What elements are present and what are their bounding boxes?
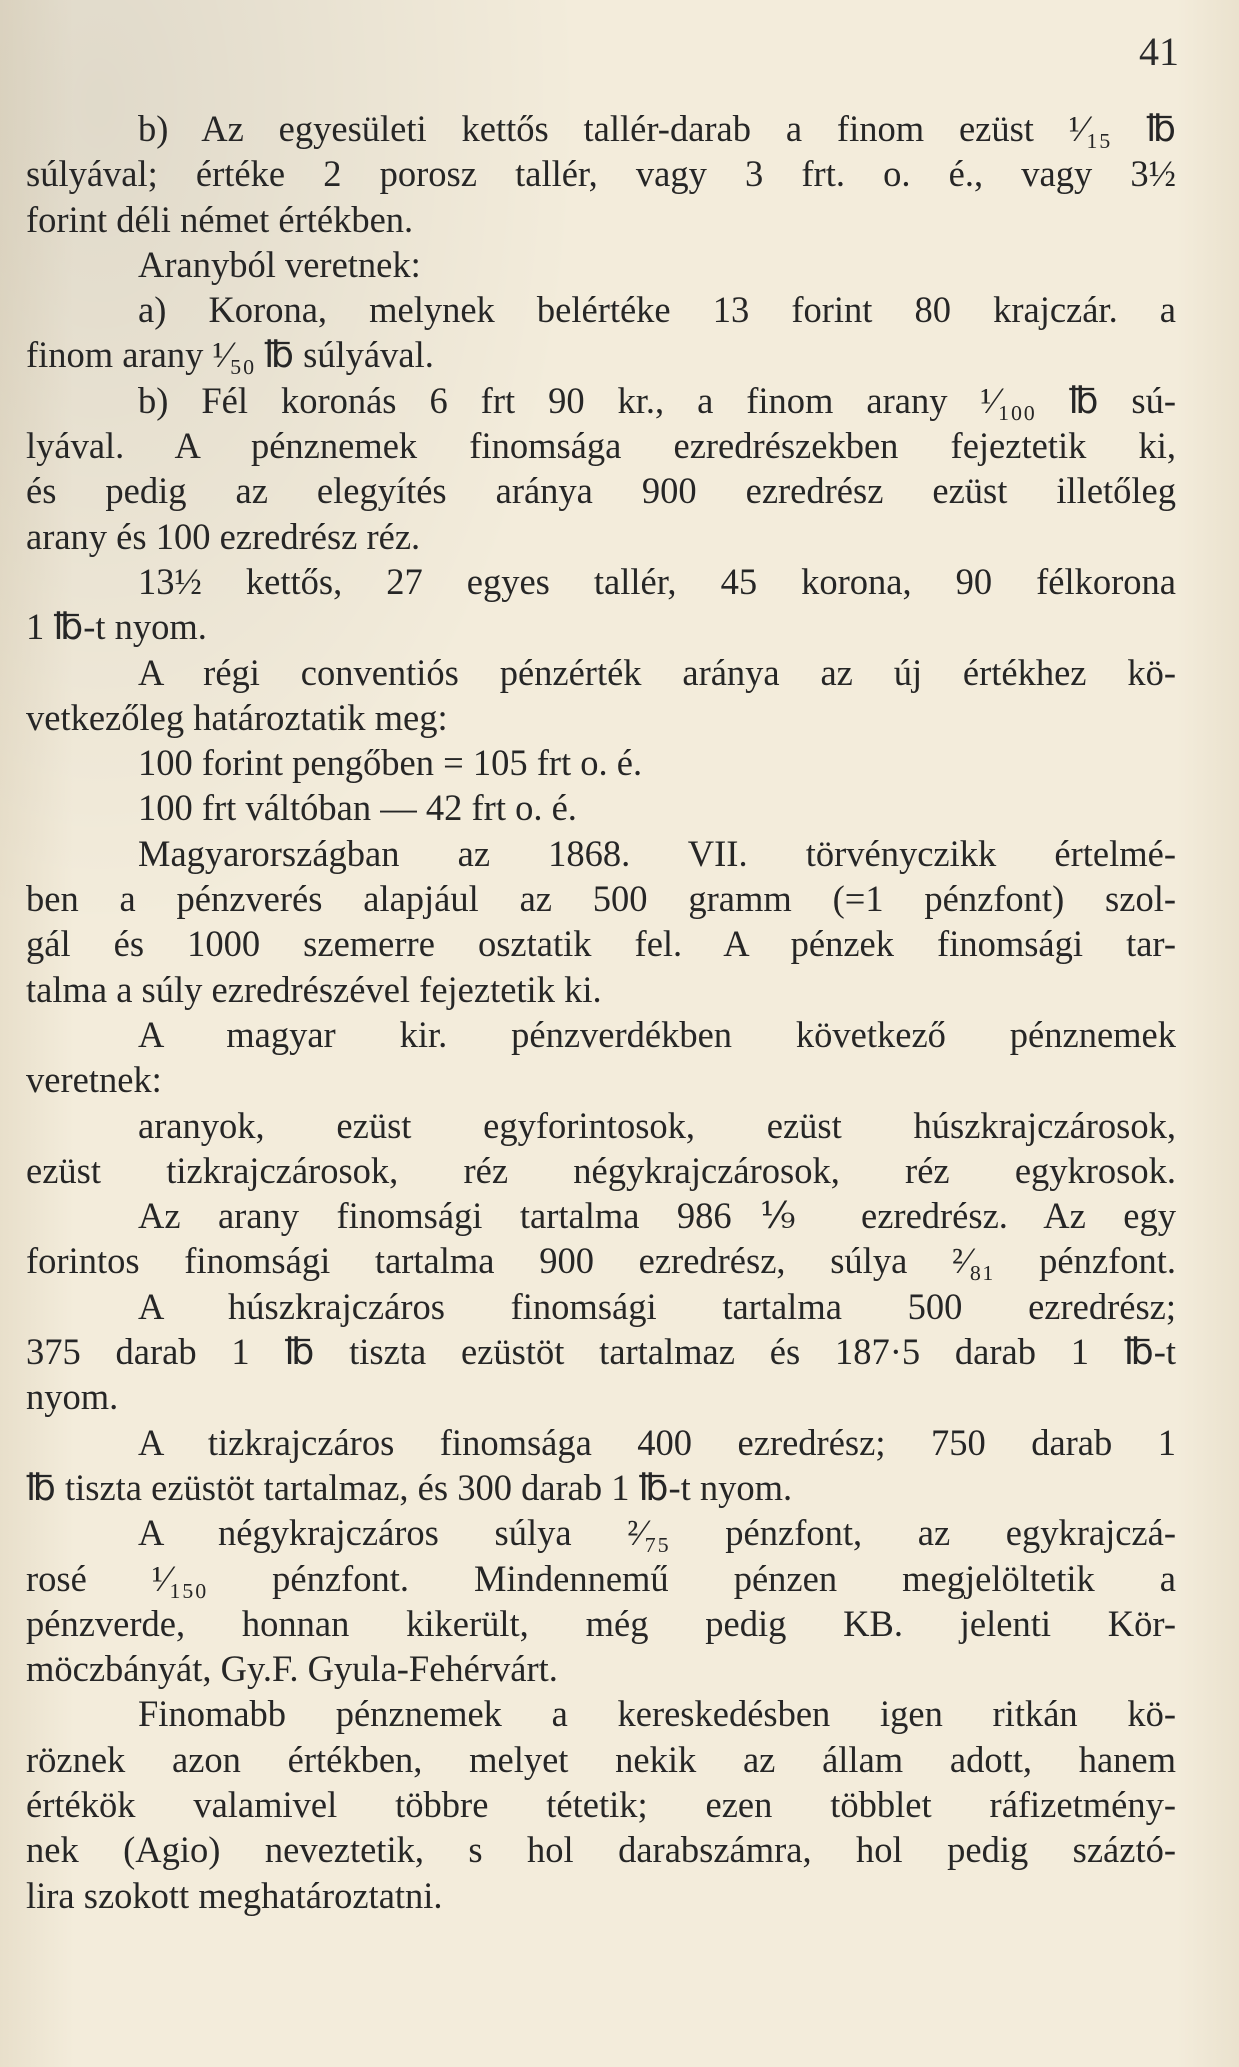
text-line: 13½ kettős, 27 egyes tallér, 45 korona, 90 félkorona [138, 560, 1176, 602]
text-line: aranyok, ezüst egyforintosok, ezüst húszkrajczárosok, [138, 1104, 1176, 1146]
text-line: súlyával; értéke 2 porosz tallér, vagy 3 frt. o. é., vagy 3½ [26, 153, 1176, 195]
text-line: b) Az egyesületi kettős tallér-darab a finom ezüst ¹⁄₁₅ ℔ [138, 108, 1176, 149]
text-line: ben a pénzverés alapjául az 500 gramm (=1 pénzfont) szol- [26, 878, 1176, 920]
text-line: ℔ tiszta ezüstöt tartalmaz, és 300 darab 1 ℔-t nyom. [26, 1466, 793, 1508]
body-text [26, 106, 1176, 1918]
text-line: 100 forint pengőben = 105 frt o. é. [138, 742, 643, 784]
text-line: Az arany finomsági tartalma 986⅑ ezredrész. Az egy [138, 1195, 1176, 1237]
text-line: A tizkrajczáros finomsága 400 ezredrész; 750 darab 1 [138, 1421, 1176, 1463]
page-number: 41 [1139, 29, 1179, 74]
text-line: A húszkrajczáros finomsági tartalma 500 ezredrész; [138, 1285, 1176, 1327]
text-line: b) Fél koronás 6 frt 90 kr., a finom arany ¹⁄₁₀₀ ℔ sú- [138, 379, 1176, 421]
text-line: möczbányát, Gy.F. Gyula-Fehérvárt. [26, 1648, 558, 1690]
text-line: lyával. A pénznemek finomsága ezredrészekben fejeztetik ki, [26, 425, 1176, 467]
text-line: nek (Agio) neveztetik, s hol darabszámra, hol pedig száztó- [26, 1829, 1176, 1871]
text-line: rosé ¹⁄₁₅₀ pénzfont. Mindennemű pénzen megjelöltetik a [26, 1557, 1176, 1599]
text-line: A magyar kir. pénzverdékben következő pénznemek [138, 1013, 1176, 1055]
text-line: Aranyból veretnek: [138, 243, 421, 285]
text-line: értékök valamivel többre tétetik; ezen többlet ráfizetmény- [26, 1783, 1176, 1825]
text-line: A négykrajczáros súlya ²⁄₇₅ pénzfont, az egykrajczá- [138, 1512, 1176, 1554]
text-line: veretnek: [26, 1059, 162, 1101]
text-line: a) Korona, melynek belértéke 13 forint 80 krajczár. a [138, 289, 1176, 331]
text-line: ezüst tizkrajczárosok, réz négykrajczárosok, réz egykrosok. [26, 1149, 1176, 1191]
text-line: Finomabb pénznemek a kereskedésben igen ritkán kö- [138, 1693, 1176, 1735]
text-line: nyom. [26, 1376, 119, 1418]
text-line: 100 frt váltóban — 42 frt o. é. [138, 787, 577, 829]
text-line: forint déli német értékben. [26, 198, 414, 240]
text-line: Magyarországban az 1868. VII. törvényczikk értelmé- [138, 832, 1176, 874]
text-line: röznek azon értékben, melyet nekik az állam adott, hanem [26, 1738, 1176, 1780]
text-line: vetkezőleg határoztatik meg: [26, 696, 448, 738]
text-line: pénzverde, honnan kikerült, még pedig KB. jelenti Kör- [26, 1602, 1176, 1644]
text-line: finom arany ¹⁄₅₀ ℔ súlyával. [26, 334, 434, 376]
text-line: A régi conventiós pénzérték aránya az új értékhez kö- [138, 651, 1176, 693]
text-line: lira szokott meghatároztatni. [26, 1874, 443, 1916]
text-line: és pedig az elegyítés aránya 900 ezredrész ezüst illetőleg [26, 470, 1176, 512]
text-line: talma a súly ezredrészével fejeztetik ki. [26, 968, 602, 1010]
text-line: arany és 100 ezredrész réz. [26, 515, 421, 557]
text-line: 1 ℔-t nyom. [26, 606, 207, 648]
text-line: 375 darab 1 ℔ tiszta ezüstöt tartalmaz és 187·5 darab 1 ℔-t [26, 1331, 1176, 1373]
text-line: gál és 1000 szemerre osztatik fel. A pénzek finomsági tar- [26, 923, 1176, 965]
text-line: forintos finomsági tartalma 900 ezredrész, súlya ²⁄₈₁ pénzfont. [26, 1240, 1176, 1282]
